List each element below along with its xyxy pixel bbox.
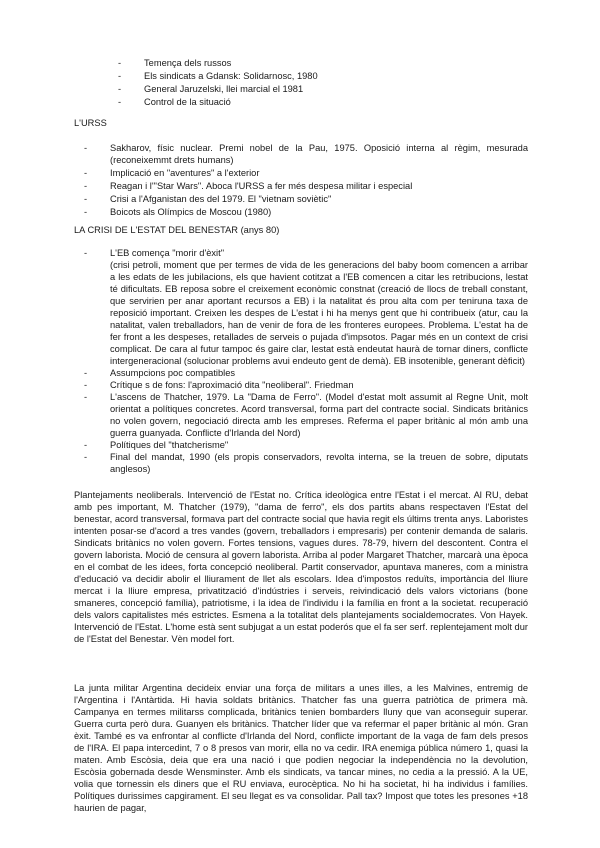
list-item-text: General Jaruzelski, llei marcial el 1981	[144, 84, 304, 94]
list-item-text: Els sindicats a Gdansk: Solidarnosc, 1980	[144, 71, 318, 81]
list-item	[118, 96, 394, 109]
list-item	[84, 142, 528, 166]
list-item-text: Boicots als Olímpics de Moscou (1980)	[110, 207, 272, 217]
list-item	[84, 193, 528, 205]
list-item-text: Crítique s de fons: l'aproximació dita "neoliberal". Friedman	[110, 380, 354, 390]
bullet-dash: -	[84, 248, 88, 258]
bullet-dash: -	[84, 168, 88, 178]
list-item-text: Polítiques del "thatcherisme"	[110, 440, 229, 450]
bullet-dash: -	[84, 392, 88, 402]
urss-bullet-list	[84, 142, 528, 219]
list-item	[118, 57, 394, 70]
list-item-text: Crisi a l'Afganistan des del 1979. El "vietnam soviètic"	[110, 194, 332, 204]
list-item-text: Assumpcions poc compatibles	[110, 368, 236, 378]
bullet-dash: -	[84, 194, 88, 204]
paragraph-malvines: La junta militar Argentina decideix enviar una força de militars a unes illes, a les Malvines, entremig de l'Argentina i l'Antàrtida. Hi havia soldats britànics. Thatcher fas una guerra patriòtica de primera mà. Campanya en termes militarss complicada, britànics tenien bombarders lluny que van aconseguir superar. Guerra curta però dura. Guanyen els britànics. Thatcher líder que va refermar el paper britànic al món. Gran èxit. També es va enfrontar al conflicte d'Irlanda del Nord, conflicte important de la vaga de fam dels presos de l'IRA. El papa intercedint, 7 o 8 presos van morir, ella no va cedir. IRA enemiga pública número 1, quasi la maten. Amb Escòsia, deia que era una nació i que podien negociar la independència no la devolution, Escòsia gobernada desde Wensminster. Amb els sindicats, va tancar mines, no cedia a la pressió. A la UE, volia que tornessin els diners que el RU enviava, eurocèptica. No hi ha societat, hi ha individus i famílies. Polítiques durissimes capgirament. El seu llegat es va consolidar. Pall tax? Impost que totes les presones +18 haurien de pagar,	[74, 683, 528, 813]
list-item-text: Sakharov, físic nuclear. Premi nobel de la Pau, 1975. Oposició interna al règim, mesurada (reconeixemmt drets humans)	[110, 143, 528, 165]
bullet-dash: -	[84, 368, 88, 378]
list-item-detail: (crisi petroli, moment que per termes de vida de les generacions del baby boom comencen a arribar a les edats de les jubilacions, els que havient cotitzat a l'EB comencen a citar les retribucions, lestat té dificultats. EB reposa sobre el creixement econòmic constnat (creació de llocs de treball constant, que servirien per anar aportant recursos a EB) i la natalitat és prou alta com per teniruna taxa de reposició important. Creixen les despes de L'estat i hi ha menys gent que hi contribueix (atur, cau la natalitat, valen treballadors, han de venir de fora de les fronteres europees. Problema. L'estat ha de fer front a les despeses, retallades de serveis o pujada d'impsotos. Pagar més en un context de crisi complicat. De cara al futur tampoc és gaire clar, lestat està endeutat haurà de tornar diners, conflicte intergeneracional (solucionar problems avui endeuto gent de demà). EB insotenible, generant dèficit)	[110, 260, 528, 366]
bullet-dash: -	[84, 380, 88, 390]
list-item	[84, 206, 528, 218]
top-bullet-list	[118, 57, 394, 109]
list-item	[84, 367, 528, 379]
list-item-text: L'EB comença "morir d'èxit"	[110, 248, 225, 258]
list-item	[84, 391, 528, 439]
bullet-dash: -	[84, 143, 88, 153]
list-item	[84, 379, 528, 391]
bullet-dash: -	[84, 181, 88, 191]
bullet-dash: -	[118, 84, 122, 94]
list-item-text: Implicació en "aventures" a l'exterior	[110, 168, 260, 178]
section-heading-urss: L'URSS	[74, 118, 107, 128]
list-item	[84, 247, 528, 367]
list-item	[84, 439, 528, 451]
list-item-text: Final del mandat, 1990 (els propis conservadors, revolta interna, se la treuen de sobre, diputats anglesos)	[110, 452, 528, 474]
paragraph-neoliberal: Plantejaments neoliberals. Intervenció de l'Estat no. Crítica ideològica entre l'Estat i el mercat. Al RU, debat amb pes important, M. Thatcher (1979), "dama de ferro", els dos partits abans respectaven l'Estat del benestar, acord transversal, formava part del contracte social que havia regit els últims trenta anys. Laboristes intenten posar-se d'acord a tres vandes (govern, treballadors i empresaris) per contenir demanda de salaris. Sindicats britànics no volen govern. Fortes tensions, vagues dures. 78-79, hivern del descontent. Contra el govern laborista. Moció de censura al govern laborista. Arriba al poder Margaret Thatcher, marcarà una època en el combat de les idees, forta concepció neoliberal. Partit conservador, apuntava maneres, com a ministra d'educació va decidir abolir el lliurament de llet als escolars. Idea d'impostos reduïts, importància del lliure mercat i la lliure empresa, privatització d'indústries i serveis, reivindicació dels valors victorians (bone smaneres, concepció família), patriotisme, i la idea de l'individu i la família en front a la societat. recuperació dels valors capitalistes més estrictes. Esmena a la totalitat dels plantejaments socialdemocrates. Von Hayek. Intervenció de l'Estat. L'home està sent subjugat a un estat poderós que el fa ser serf. replentejament molt dur de l'Estat del Benestar. Vèn model fort.	[74, 490, 528, 644]
bullet-dash: -	[118, 71, 122, 81]
bullet-dash: -	[118, 58, 122, 68]
list-item	[84, 451, 528, 475]
bullet-dash: -	[84, 440, 88, 450]
bullet-dash: -	[118, 97, 122, 107]
list-item-text: Temença dels russos	[144, 58, 232, 68]
crisi-bullet-list	[84, 247, 528, 475]
section-heading-crisi: LA CRISI DE L'ESTAT DEL BENESTAR (anys 80)	[74, 225, 280, 235]
list-item	[118, 70, 394, 83]
bullet-dash: -	[84, 452, 88, 462]
bullet-dash: -	[84, 207, 88, 217]
list-item-text: Control de la situació	[144, 97, 231, 107]
list-item-text: L'ascens de Thatcher, 1979. La "Dama de Ferro". (Model d'estat molt assumit al Regne Unit, molt orientat a polítiques concretes. Acord transversal, forma part del contracte social. Sindicats britànics no volen govern, negociació directa amb les empreses. Referma el paper britànic al món amb una guerra guanyada. Conflicte d'Irlanda del Nord)	[110, 392, 528, 438]
list-item	[118, 83, 394, 96]
list-item-text: Reagan i l'"Star Wars". Aboca l'URSS a fer més despesa militar i especial	[110, 181, 413, 191]
list-item	[84, 167, 528, 179]
list-item	[84, 180, 528, 192]
